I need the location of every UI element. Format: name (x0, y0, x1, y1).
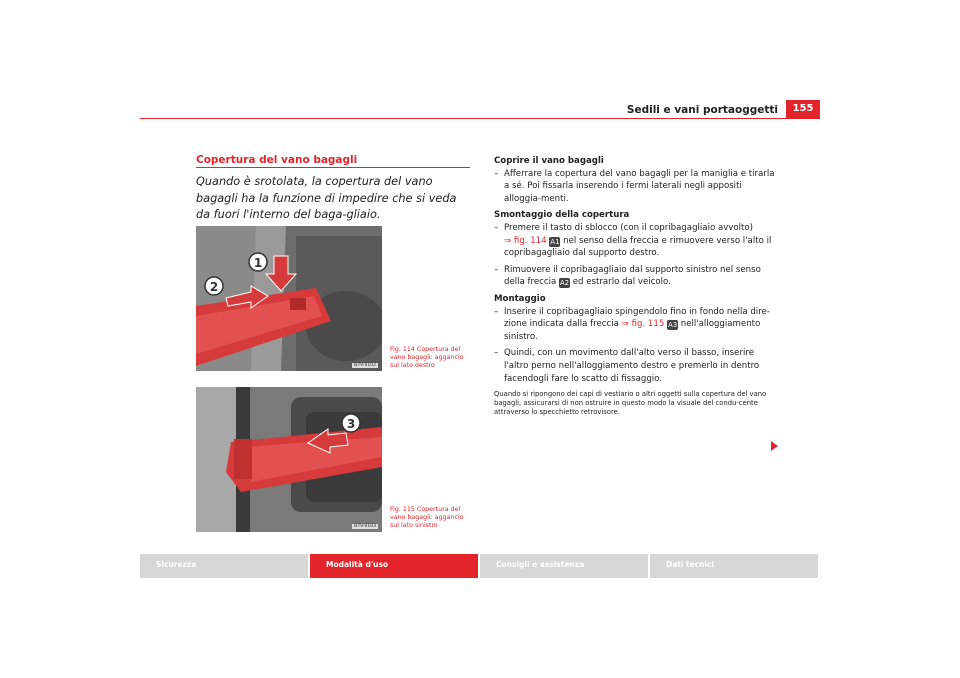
list-item: – Rimuovere il copribagagliaio dal supporto sinistro nel senso della freccia A2 ed estrarlo dal veicolo. (494, 264, 761, 288)
callout-3-label: 3 (346, 417, 356, 431)
section-intro: Quando è srotolata, la copertura del vano bagagli ha la funzione di impedire che si veda da fuori l'interno del baga-gliaio. (196, 175, 457, 221)
list-item: – Quindi, con un movimento dall'alto verso il basso, inserire l'altro perno nell'alloggiamento destro e premerlo in dentro facendogli fare lo scatto di fissaggio. (494, 348, 760, 384)
tab-dati-tecnici[interactable]: Dati tecnici (650, 554, 818, 578)
running-header: Sedili e vani portaoggetti (626, 104, 778, 116)
header-divider (140, 118, 820, 119)
removal-heading: Smontaggio della copertura (494, 210, 630, 221)
callout-badge: A3 (667, 321, 678, 330)
figure-115-image (196, 387, 382, 532)
list-item: – Premere il tasto di sblocco (con il copribagagliaio avvolto) ⇒ fig. 114 A1 nel senso della freccia e rimuovere verso l'alto il copribagagliaio dal supporto destro. (494, 222, 772, 259)
fig-114-link[interactable]: ⇒ fig. 114 (504, 235, 547, 246)
section-divider (196, 167, 470, 168)
callout-2-label: 2 (209, 280, 219, 294)
list-item: – Inserire il copribagagliaio spingendolo fino in fondo nella dire-zione indicata dalla freccia ⇒ fig. 115 A3 nell'alloggiamento sinistro. (494, 306, 770, 342)
section-title: Copertura del vano bagagli (196, 154, 358, 166)
tab-consigli-assistenza[interactable]: Consigli e assistenza (480, 554, 648, 578)
callout-badge: A2 (559, 279, 570, 288)
callout-badge: A1 (550, 237, 560, 246)
tab-modalita-uso[interactable]: Modalità d'uso (310, 554, 478, 578)
callout-1-label: 1 (253, 256, 263, 270)
list-item: – Afferrare la copertura del vano bagagli per la maniglia e tirarla a sé. Poi fissarla inserendo i fermi laterali negli appositi alloggia-menti. (494, 168, 775, 204)
figure-115-caption: Fig. 115 Copertura del vano bagagli: aggancio sul lato sinistro (390, 506, 464, 529)
figure-code: B7V-0103 (354, 524, 376, 529)
page-number: 155 (786, 100, 820, 118)
fig-115-link[interactable]: ⇒ fig. 115 (621, 319, 665, 330)
cover-heading: Coprire il vano bagagli (494, 156, 604, 166)
next-page-arrow-icon (771, 441, 778, 451)
instructions-column (494, 155, 778, 417)
mounting-heading: Montaggio (494, 293, 546, 304)
figure-114-caption: Fig. 114 Copertura del vano bagagli: aggancio sul lato destro (390, 346, 464, 369)
note-text: Quando si ripongono dei capi di vestiario o altri oggetti sulla copertura del vano bagagli, assicurarsi di non ostruire in questo modo la visuale del condu-cente attraverso lo specchietto retrovisore. (494, 390, 767, 417)
tab-sicurezza[interactable]: Sicurezza (140, 554, 308, 578)
figure-code: B7V-0102 (354, 363, 376, 368)
figure-114-image (196, 226, 382, 371)
